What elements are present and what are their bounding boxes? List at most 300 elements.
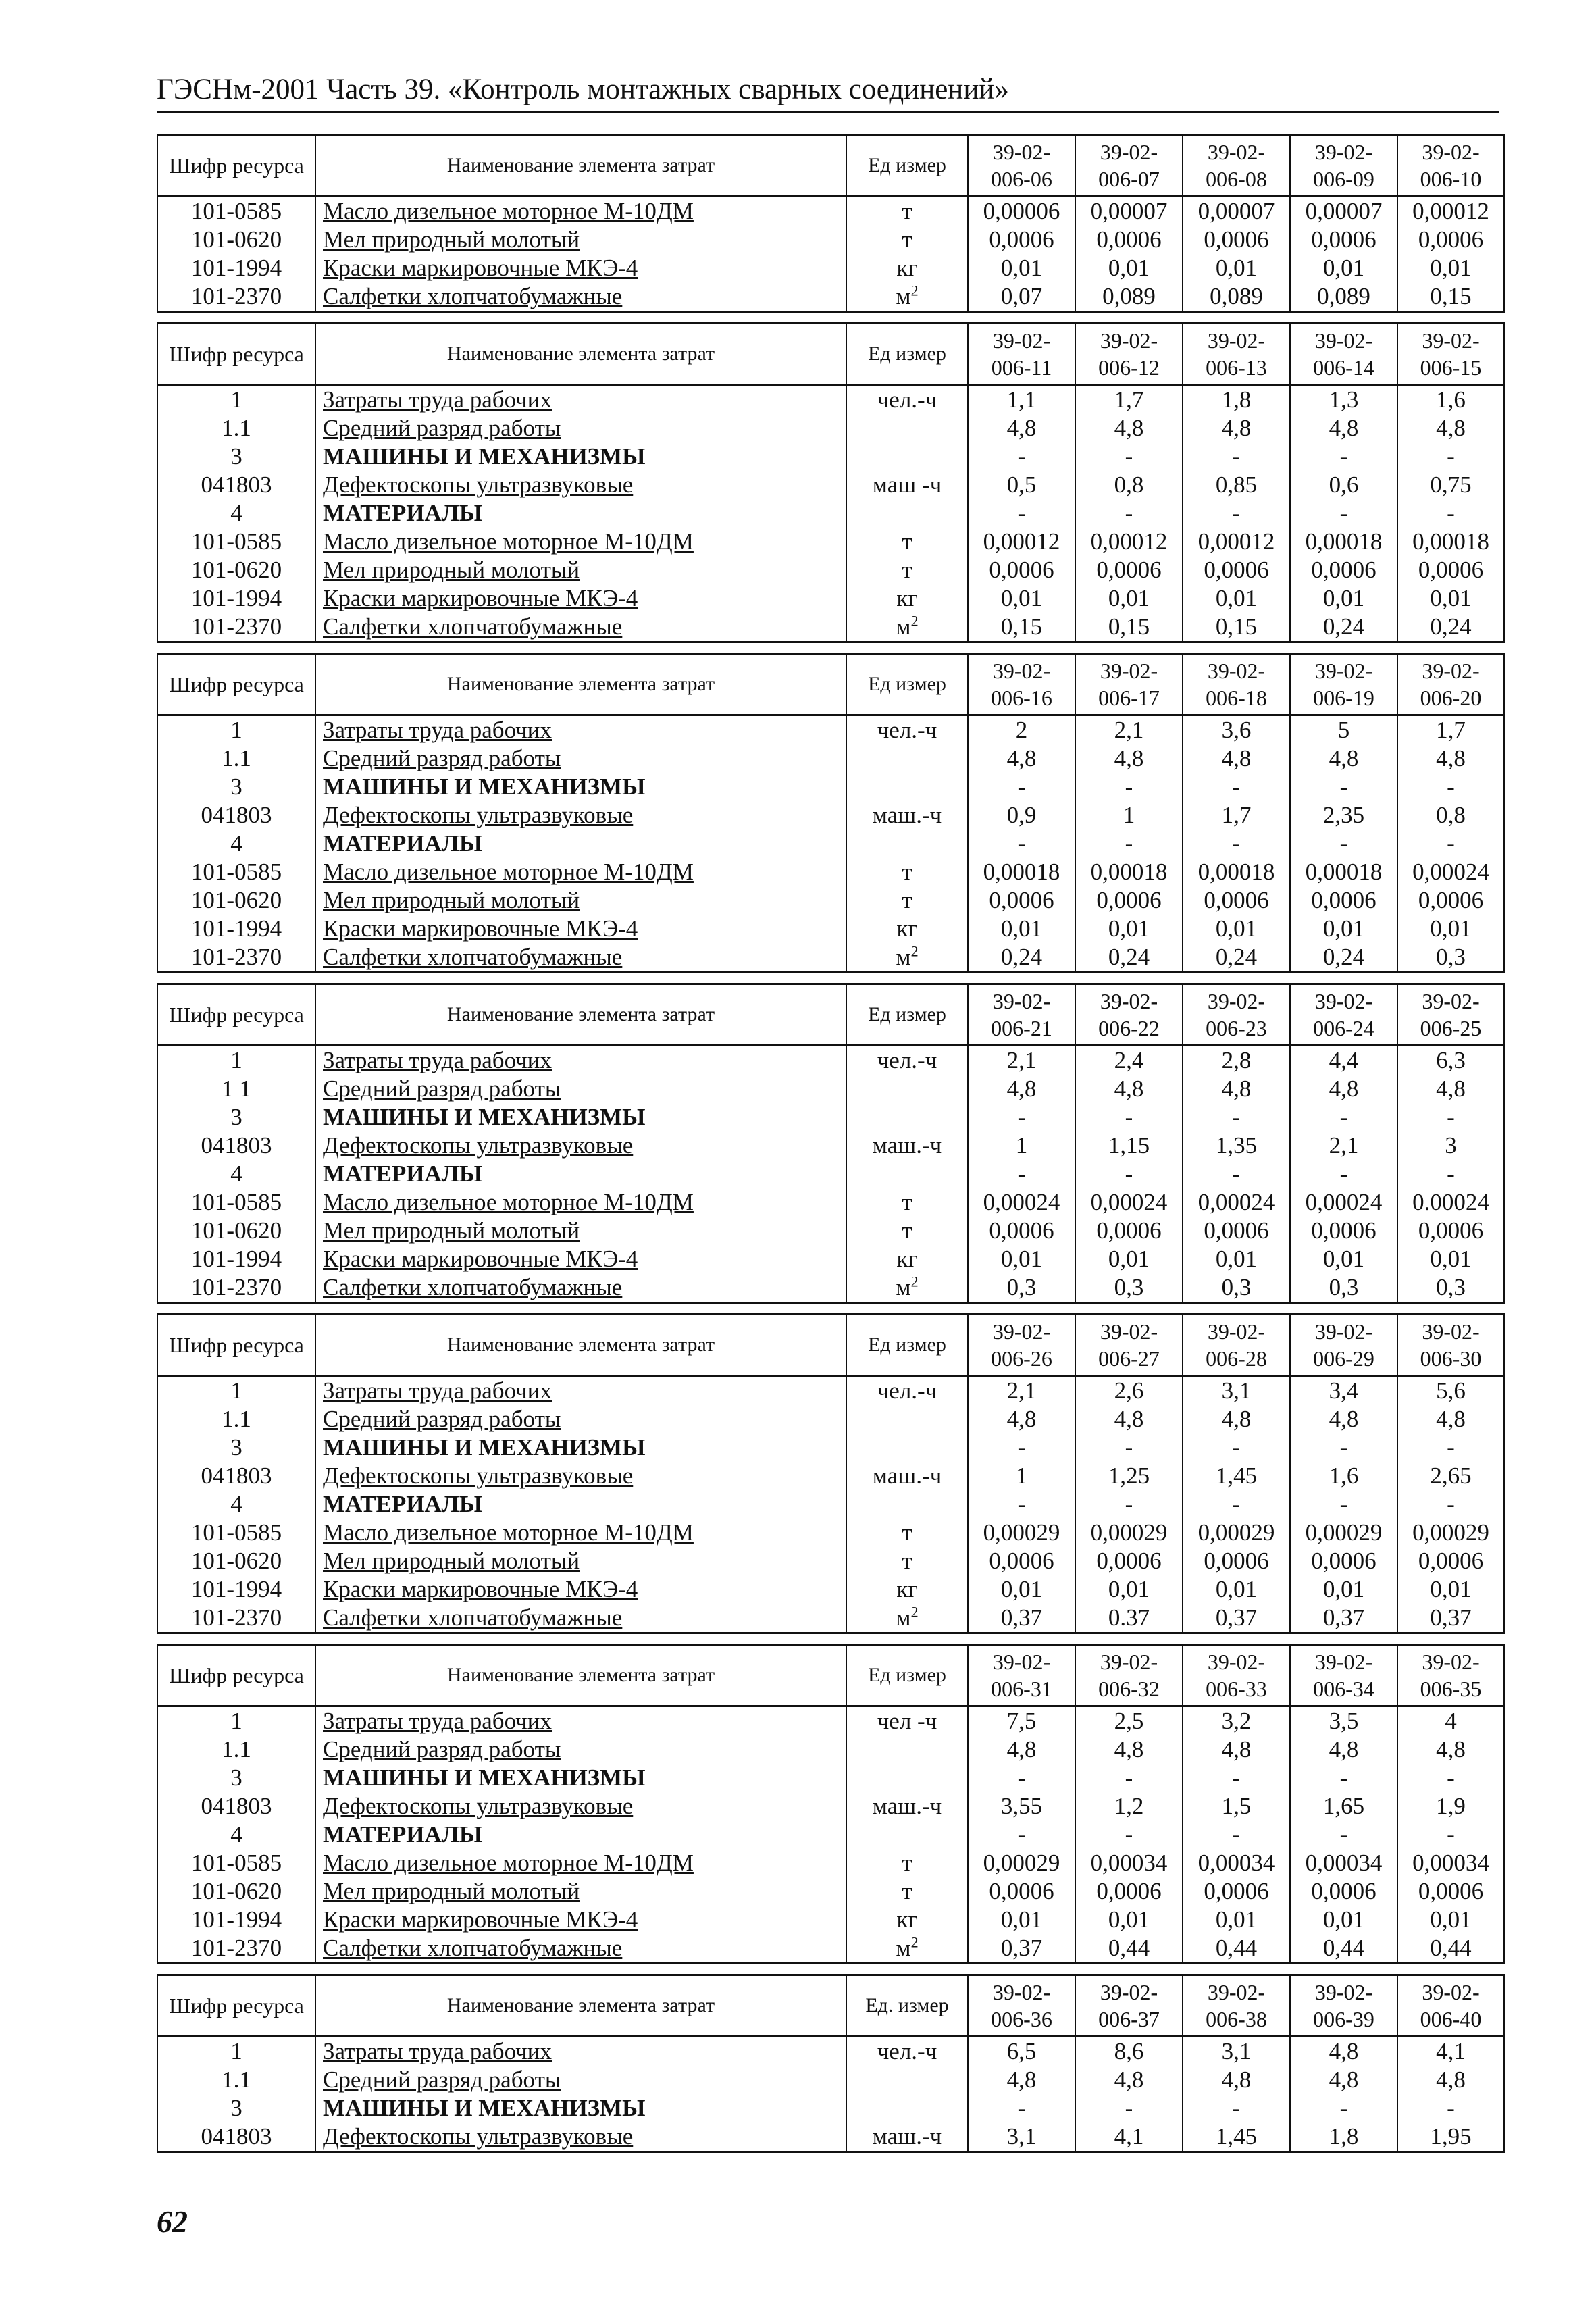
resource-code: 101-0585 — [157, 1188, 315, 1217]
resource-name: Затраты труда рабочих — [315, 385, 846, 415]
table-row — [157, 2123, 1504, 2152]
norm-value: - — [1397, 499, 1504, 528]
resource-name: Затраты труда рабочих — [315, 1706, 846, 1736]
header-name: Наименование элемента затрат — [315, 1645, 846, 1706]
resource-unit — [846, 1735, 968, 1764]
norm-value: 4,8 — [1075, 414, 1183, 442]
header-norm-code-part: 39-02- — [1207, 140, 1266, 164]
resource-name: Средний разряд работы — [315, 1405, 846, 1433]
norm-value: 2,1 — [1290, 1132, 1397, 1160]
unit-text: т — [902, 1189, 912, 1215]
norm-value: - — [968, 1103, 1075, 1132]
header-norm-code — [1075, 324, 1183, 385]
norm-value: 4 — [1397, 1706, 1504, 1736]
header-norm-code-part: 39-02- — [1207, 659, 1266, 683]
resource-code: 4 — [157, 1490, 315, 1519]
resource-unit — [846, 528, 968, 556]
norm-value: 4,8 — [1397, 1075, 1504, 1103]
norm-value: 0,00029 — [1290, 1519, 1397, 1547]
resource-name: Затраты труда рабочих — [315, 2037, 846, 2066]
resource-unit — [846, 1273, 968, 1303]
resource-code: 101-1994 — [157, 915, 315, 943]
norm-value: 0,01 — [1075, 1575, 1183, 1604]
norm-value: 0,24 — [1183, 943, 1290, 973]
header-norm-code — [1397, 135, 1504, 197]
norm-value: 2,65 — [1397, 1462, 1504, 1490]
header-norm-code-part: 006-22 — [1098, 1016, 1160, 1040]
norm-value: 0,01 — [1183, 1245, 1290, 1273]
resource-name: Дефектоскопы ультразвуковые — [315, 801, 846, 830]
table-row — [157, 442, 1504, 471]
unit-text: т — [902, 1217, 912, 1244]
unit-text: т — [902, 557, 912, 583]
norm-value: 1,15 — [1075, 1132, 1183, 1160]
table-header-row — [157, 135, 1504, 197]
resource-name: Краски маркировочные МКЭ-4 — [315, 1906, 846, 1934]
resource-name: Мел природный молотый — [315, 1877, 846, 1906]
table-row — [157, 1075, 1504, 1103]
table-row — [157, 1462, 1504, 1490]
table-row — [157, 1103, 1504, 1132]
norm-value: - — [1397, 830, 1504, 858]
unit-text: чел -ч — [877, 1708, 937, 1734]
resource-unit — [846, 197, 968, 226]
norm-value: 0,01 — [1183, 584, 1290, 613]
header-norm-code-part: 39-02- — [992, 1319, 1051, 1344]
resource-code: 1.1 — [157, 1735, 315, 1764]
norm-value: 6,5 — [968, 2037, 1075, 2066]
norm-value: 2,5 — [1075, 1706, 1183, 1736]
page-header-title: ГЭСНм-2001 Часть 39. «Контроль монтажных сварных соединений» — [157, 74, 1009, 105]
resource-table — [157, 1974, 1505, 2153]
resource-code: 101-2370 — [157, 1934, 315, 1964]
header-unit: Ед измер — [846, 984, 968, 1046]
resource-name: Салфетки хлопчатобумажные — [315, 613, 846, 642]
resource-name: Краски маркировочные МКЭ-4 — [315, 915, 846, 943]
resource-name: МАШИНЫ И МЕХАНИЗМЫ — [315, 442, 846, 471]
header-norm-code-part: 39-02- — [1100, 659, 1158, 683]
resource-unit — [846, 1188, 968, 1217]
resource-code: 3 — [157, 1764, 315, 1792]
header-code: Шифр ресурса — [157, 1315, 315, 1376]
resource-name: Салфетки хлопчатобумажные — [315, 1604, 846, 1633]
table-row — [157, 1132, 1504, 1160]
norm-value: 0,01 — [1290, 1906, 1397, 1934]
unit-superscript: 2 — [910, 613, 919, 630]
resource-code: 1 — [157, 1706, 315, 1736]
table-row — [157, 915, 1504, 943]
norm-value: 0,0006 — [1183, 226, 1290, 254]
norm-value: 4,8 — [968, 414, 1075, 442]
resource-unit — [846, 1462, 968, 1490]
resource-name: МАТЕРИАЛЫ — [315, 1490, 846, 1519]
header-norm-code-part: 006-25 — [1420, 1016, 1482, 1040]
table-row — [157, 1160, 1504, 1188]
norm-value: - — [968, 2094, 1075, 2123]
norm-value: 3,1 — [968, 2123, 1075, 2152]
norm-value: - — [1183, 2094, 1290, 2123]
resource-code: 4 — [157, 499, 315, 528]
header-code: Шифр ресурса — [157, 1645, 315, 1706]
resource-name: Мел природный молотый — [315, 886, 846, 915]
norm-value: 0,00018 — [1397, 528, 1504, 556]
norm-value: 4,8 — [1075, 1405, 1183, 1433]
table-row — [157, 197, 1504, 226]
resource-unit — [846, 584, 968, 613]
norm-value: - — [968, 1160, 1075, 1188]
header-norm-code-part: 39-02- — [992, 1980, 1051, 2004]
resource-code: 101-2370 — [157, 1604, 315, 1633]
norm-value: 0,01 — [1183, 254, 1290, 282]
header-norm-code — [1183, 324, 1290, 385]
norm-value: 0,00007 — [1183, 197, 1290, 226]
header-norm-code-part: 006-13 — [1206, 355, 1267, 380]
header-norm-code-part: 006-08 — [1206, 167, 1267, 191]
norm-value: 0,01 — [1290, 1575, 1397, 1604]
norm-value: 0,44 — [1290, 1934, 1397, 1964]
norm-value: 1,9 — [1397, 1792, 1504, 1821]
header-unit: Ед измер — [846, 1315, 968, 1376]
resource-unit — [846, 1075, 968, 1103]
unit-text: т — [902, 528, 912, 555]
norm-value: 1,45 — [1183, 2123, 1290, 2152]
header-norm-code — [968, 984, 1075, 1046]
norm-value: 0,24 — [968, 943, 1075, 973]
norm-value: 0,01 — [1397, 915, 1504, 943]
table-row — [157, 715, 1504, 745]
norm-value: - — [1075, 1490, 1183, 1519]
norm-value: 0,0006 — [1397, 226, 1504, 254]
norm-value: 0,0006 — [1290, 556, 1397, 584]
norm-value: 2,4 — [1075, 1046, 1183, 1075]
norm-value: - — [1397, 1433, 1504, 1462]
norm-value: - — [1397, 2094, 1504, 2123]
header-code: Шифр ресурса — [157, 324, 315, 385]
header-norm-code-part: 006-40 — [1420, 2007, 1482, 2031]
norm-value: 3,2 — [1183, 1706, 1290, 1736]
norm-value: 0,0006 — [1397, 1547, 1504, 1575]
resource-name: Средний разряд работы — [315, 2066, 846, 2094]
norm-value: - — [1075, 1160, 1183, 1188]
resource-unit — [846, 613, 968, 642]
resource-unit — [846, 1934, 968, 1964]
norm-value: 0,3 — [1183, 1273, 1290, 1303]
norm-value: 0,01 — [1290, 915, 1397, 943]
unit-text: кг — [896, 915, 918, 942]
norm-value: - — [1183, 1821, 1290, 1849]
resource-unit — [846, 1160, 968, 1188]
norm-value: 0,01 — [1075, 1245, 1183, 1273]
header-norm-code — [1183, 1975, 1290, 2037]
norm-value: 0,0006 — [1075, 1877, 1183, 1906]
norm-value: 2,8 — [1183, 1046, 1290, 1075]
norm-value: 2,1 — [968, 1376, 1075, 1406]
table-row — [157, 943, 1504, 973]
resource-unit — [846, 744, 968, 773]
norm-value: 2 — [968, 715, 1075, 745]
norm-value: 0,01 — [1075, 1906, 1183, 1934]
norm-value: - — [1183, 1160, 1290, 1188]
norm-value: - — [968, 773, 1075, 801]
norm-value: 4,8 — [1075, 744, 1183, 773]
norm-value: 0,85 — [1183, 471, 1290, 499]
norm-value: - — [1183, 773, 1290, 801]
resource-code: 101-0585 — [157, 1519, 315, 1547]
header-norm-code-part: 006-11 — [991, 355, 1052, 380]
unit-text: кг — [896, 1246, 918, 1272]
norm-value: 0,01 — [1075, 584, 1183, 613]
unit-text: маш.-ч — [872, 802, 942, 828]
norm-value: - — [968, 830, 1075, 858]
norm-value: 2,1 — [968, 1046, 1075, 1075]
header-norm-code-part: 006-26 — [991, 1346, 1052, 1371]
resource-name: Масло дизельное моторное М-10ДМ — [315, 528, 846, 556]
norm-value: 4,8 — [1397, 1405, 1504, 1433]
norm-value: 0,00018 — [968, 858, 1075, 886]
header-norm-code-part: 39-02- — [1422, 1650, 1480, 1674]
resource-unit — [846, 886, 968, 915]
norm-value: 0,0006 — [1183, 1877, 1290, 1906]
norm-value: - — [1075, 442, 1183, 471]
table-row — [157, 414, 1504, 442]
header-norm-code-part: 39-02- — [1422, 1319, 1480, 1344]
norm-value: - — [1290, 1764, 1397, 1792]
table-row — [157, 282, 1504, 312]
header-norm-code-part: 006-39 — [1313, 2007, 1374, 2031]
resource-unit — [846, 471, 968, 499]
table-header-row — [157, 1315, 1504, 1376]
norm-value: 1,6 — [1290, 1462, 1397, 1490]
header-norm-code — [1183, 654, 1290, 715]
norm-value: 0,44 — [1397, 1934, 1504, 1964]
unit-text: т — [902, 887, 912, 913]
norm-value: - — [1397, 1821, 1504, 1849]
header-norm-code-part: 006-15 — [1420, 355, 1482, 380]
table-row — [157, 1934, 1504, 1964]
table-row — [157, 584, 1504, 613]
norm-value: - — [1075, 1103, 1183, 1132]
header-norm-code-part: 006-37 — [1098, 2007, 1160, 2031]
norm-value: 0,01 — [1290, 254, 1397, 282]
norm-value: 1,25 — [1075, 1462, 1183, 1490]
resource-name: МАШИНЫ И МЕХАНИЗМЫ — [315, 1764, 846, 1792]
resource-code: 041803 — [157, 1792, 315, 1821]
norm-value: 0,0006 — [1397, 1217, 1504, 1245]
norm-value: 4,8 — [1290, 1075, 1397, 1103]
table-row — [157, 1245, 1504, 1273]
resource-name: Салфетки хлопчатобумажные — [315, 282, 846, 312]
header-norm-code-part: 39-02- — [1314, 1650, 1373, 1674]
resource-code: 101-0620 — [157, 1547, 315, 1575]
header-norm-code-part: 39-02- — [992, 659, 1051, 683]
resource-unit — [846, 1245, 968, 1273]
header-unit: Ед измер — [846, 1645, 968, 1706]
header-norm-code — [1397, 1315, 1504, 1376]
resource-code: 3 — [157, 1103, 315, 1132]
norm-value: 1,1 — [968, 385, 1075, 415]
unit-text: т — [902, 1519, 912, 1546]
norm-value: 0,00012 — [1397, 197, 1504, 226]
resource-unit — [846, 1103, 968, 1132]
norm-value: - — [1183, 1764, 1290, 1792]
resource-name: МАШИНЫ И МЕХАНИЗМЫ — [315, 2094, 846, 2123]
norm-value: - — [1183, 1103, 1290, 1132]
header-norm-code-part: 39-02- — [1100, 989, 1158, 1013]
unit-text: чел.-ч — [877, 717, 937, 743]
resource-tables — [157, 134, 1503, 2162]
header-norm-code — [1290, 1315, 1397, 1376]
norm-value: 4,8 — [1397, 414, 1504, 442]
header-norm-code-part: 39-02- — [1100, 1650, 1158, 1674]
norm-value: 7,5 — [968, 1706, 1075, 1736]
norm-value: 0,0006 — [968, 886, 1075, 915]
norm-value: 5 — [1290, 715, 1397, 745]
header-norm-code-part: 39-02- — [1314, 1980, 1373, 2004]
header-norm-code-part: 006-36 — [991, 2007, 1052, 2031]
norm-value: 3 — [1397, 1132, 1504, 1160]
norm-value: 0,01 — [1290, 1245, 1397, 1273]
norm-value: 2,35 — [1290, 801, 1397, 830]
norm-value: - — [1397, 1160, 1504, 1188]
resource-name: Средний разряд работы — [315, 1075, 846, 1103]
header-unit: Ед измер — [846, 324, 968, 385]
resource-unit — [846, 773, 968, 801]
norm-value: 1,7 — [1183, 801, 1290, 830]
norm-value: - — [1290, 1490, 1397, 1519]
norm-value: 0,01 — [1075, 254, 1183, 282]
resource-code: 101-0620 — [157, 1877, 315, 1906]
unit-text: т — [902, 1878, 912, 1904]
unit-text: м — [896, 1604, 911, 1631]
norm-value: 0,3 — [1290, 1273, 1397, 1303]
norm-value: 0,75 — [1397, 471, 1504, 499]
norm-value: 1 — [1075, 801, 1183, 830]
norm-value: 1 — [968, 1132, 1075, 1160]
unit-superscript: 2 — [910, 943, 919, 960]
resource-name: Затраты труда рабочих — [315, 1046, 846, 1075]
header-norm-code-part: 006-18 — [1206, 686, 1267, 710]
norm-value: 2,1 — [1075, 715, 1183, 745]
header-code: Шифр ресурса — [157, 135, 315, 197]
header-norm-code-part: 006-23 — [1206, 1016, 1267, 1040]
header-name: Наименование элемента затрат — [315, 1315, 846, 1376]
norm-value: 0,00006 — [968, 197, 1075, 226]
norm-value: 1,35 — [1183, 1132, 1290, 1160]
header-norm-code-part: 006-19 — [1313, 686, 1374, 710]
resource-code: 101-2370 — [157, 1273, 315, 1303]
resource-unit — [846, 2066, 968, 2094]
table-row — [157, 1519, 1504, 1547]
norm-value: 1,2 — [1075, 1792, 1183, 1821]
resource-name: Масло дизельное моторное М-10ДМ — [315, 1519, 846, 1547]
norm-value: 0,00007 — [1075, 197, 1183, 226]
norm-value: 0,01 — [1183, 915, 1290, 943]
header-norm-code-part: 006-24 — [1313, 1016, 1374, 1040]
table-row — [157, 528, 1504, 556]
table-row — [157, 1735, 1504, 1764]
header-norm-code — [1075, 1315, 1183, 1376]
resource-name: Дефектоскопы ультразвуковые — [315, 1462, 846, 1490]
norm-value: 1,3 — [1290, 385, 1397, 415]
resource-name: Масло дизельное моторное М-10ДМ — [315, 1849, 846, 1877]
unit-text: маш -ч — [872, 472, 942, 498]
resource-name: Масло дизельное моторное М-10ДМ — [315, 1188, 846, 1217]
table-row — [157, 858, 1504, 886]
table-row — [157, 1792, 1504, 1821]
norm-value: - — [1075, 1433, 1183, 1462]
header-norm-code-part: 006-34 — [1313, 1677, 1374, 1701]
norm-value: 0,24 — [1397, 613, 1504, 642]
norm-value: 0,01 — [1183, 1575, 1290, 1604]
resource-table — [157, 983, 1505, 1304]
header-norm-code-part: 006-07 — [1098, 167, 1160, 191]
norm-value: 0,01 — [968, 254, 1075, 282]
norm-value: - — [1075, 499, 1183, 528]
norm-value: 0,00018 — [1183, 858, 1290, 886]
header-norm-code-part: 39-02- — [1100, 1319, 1158, 1344]
unit-text: маш.-ч — [872, 2123, 942, 2150]
norm-value: 4,8 — [1290, 1405, 1397, 1433]
norm-value: 3,1 — [1183, 2037, 1290, 2066]
header-norm-code-part: 39-02- — [1314, 989, 1373, 1013]
resource-unit — [846, 2094, 968, 2123]
resource-name: МАШИНЫ И МЕХАНИЗМЫ — [315, 1433, 846, 1462]
header-norm-code — [1290, 1975, 1397, 2037]
header-norm-code — [1397, 324, 1504, 385]
norm-value: 0,01 — [1397, 584, 1504, 613]
resource-code: 1 — [157, 385, 315, 415]
norm-value: 0,37 — [968, 1604, 1075, 1633]
resource-table — [157, 653, 1505, 973]
resource-code: 1.1 — [157, 1405, 315, 1433]
norm-value: 4,8 — [1397, 2066, 1504, 2094]
header-norm-code-part: 006-20 — [1420, 686, 1482, 710]
resource-unit — [846, 1849, 968, 1877]
norm-value: 0,0006 — [1397, 1877, 1504, 1906]
resource-code: 101-0620 — [157, 886, 315, 915]
norm-value: 0,0006 — [1290, 886, 1397, 915]
norm-value: 0,0006 — [1075, 1217, 1183, 1245]
resource-code: 1.1 — [157, 744, 315, 773]
header-unit: Ед. измер — [846, 1975, 968, 2037]
norm-value: 0,0006 — [1290, 1877, 1397, 1906]
resource-code: 101-0620 — [157, 1217, 315, 1245]
norm-value: 4,4 — [1290, 1046, 1397, 1075]
resource-code: 041803 — [157, 1132, 315, 1160]
norm-value: 1,8 — [1183, 385, 1290, 415]
norm-value: 0,00012 — [1075, 528, 1183, 556]
table-row — [157, 1490, 1504, 1519]
resource-unit — [846, 1376, 968, 1406]
resource-unit — [846, 915, 968, 943]
unit-text: чел.-ч — [877, 1377, 937, 1404]
norm-value: 4,8 — [1290, 414, 1397, 442]
norm-value: 0,01 — [968, 584, 1075, 613]
norm-value: 1,45 — [1183, 1462, 1290, 1490]
header-divider — [157, 111, 1499, 113]
norm-value: - — [1075, 830, 1183, 858]
norm-value: 6,3 — [1397, 1046, 1504, 1075]
resource-name: Мел природный молотый — [315, 1217, 846, 1245]
norm-value: 0,00029 — [1397, 1519, 1504, 1547]
unit-text: маш.-ч — [872, 1463, 942, 1489]
norm-value: - — [1183, 1433, 1290, 1462]
header-name: Наименование элемента затрат — [315, 984, 846, 1046]
table-row — [157, 1706, 1504, 1736]
resource-unit — [846, 1575, 968, 1604]
norm-value: 0,0006 — [1290, 226, 1397, 254]
norm-value: 4,1 — [1397, 2037, 1504, 2066]
